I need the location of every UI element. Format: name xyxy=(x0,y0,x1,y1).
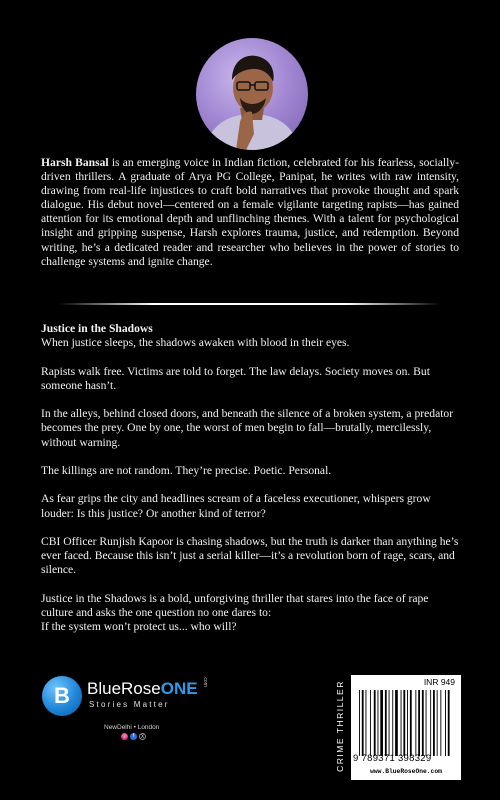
barcode-bar xyxy=(445,690,446,756)
barcode-bar xyxy=(359,690,360,756)
barcode-bar xyxy=(407,690,408,756)
barcode-bar xyxy=(437,690,438,756)
publisher-brand-main: BlueRose xyxy=(87,679,161,698)
barcode-panel xyxy=(351,675,461,780)
isbn-digits: 9 789371 398329 xyxy=(353,753,432,764)
publisher-cities: NewDelhi • London xyxy=(104,724,160,731)
blurb-paragraph-3: The killings are not random. They’re precise. Poetic. Personal. xyxy=(41,463,332,477)
barcode-bar xyxy=(374,690,376,756)
author-bio xyxy=(41,156,459,269)
barcode-bar xyxy=(418,690,420,756)
facebook-icon: f xyxy=(130,733,137,740)
publisher-tagline: Stories Matter xyxy=(89,700,170,709)
author-name: Harsh Bansal xyxy=(41,156,109,169)
blurb-paragraph-6: Justice in the Shadows is a bold, unforgiving thriller that stares into the face of rape culture and asks the one question no one dares to: xyxy=(41,591,429,619)
barcode-bar xyxy=(410,690,412,756)
barcode-bar xyxy=(448,690,450,756)
section-divider xyxy=(58,303,442,305)
barcode-bar xyxy=(401,690,402,756)
blurb-closing-question: If the system won’t protect us... who will? xyxy=(41,620,237,634)
barcode-bar xyxy=(392,690,393,756)
publisher-logo-icon: B xyxy=(42,676,82,716)
genre-label xyxy=(333,672,347,780)
blurb-paragraph-5: CBI Officer Runjish Kapoor is chasing shadows, but the truth is darker than anything he’s ever faced. Because this isn’t just a serial killer—it’s a revolution born of rage, scars, and silence. xyxy=(41,534,459,577)
barcode-bar xyxy=(366,690,367,756)
barcode-bar xyxy=(440,690,441,756)
publisher-brand-accent: ONE xyxy=(160,679,198,698)
barcode-bar xyxy=(433,690,435,756)
publisher-website: www.BlueRoseOne.com xyxy=(370,768,442,775)
barcode-bar xyxy=(426,690,427,756)
blurb-paragraph-1: Rapists walk free. Victims are told to forget. The law delays. Society moves on. But someone hasn’t. xyxy=(41,364,430,392)
x-icon: X xyxy=(140,734,145,740)
genre-text: CRIME THRILLER xyxy=(335,680,346,772)
instagram-icon: ◎ xyxy=(122,733,127,739)
barcode-bar xyxy=(389,690,390,756)
price-label: INR 949 xyxy=(423,677,455,687)
barcode-bar xyxy=(385,690,387,756)
barcode-bar xyxy=(378,690,379,756)
barcode-bar xyxy=(430,690,431,756)
publisher-brand xyxy=(87,679,198,699)
barcode-bar xyxy=(403,690,405,756)
publisher-logo xyxy=(42,676,212,756)
book-blurb xyxy=(41,322,461,634)
author-portrait-icon xyxy=(196,38,308,150)
blurb-paragraph-4: As fear grips the city and headlines scream of a faceless executioner, whispers grow louder: Is this justice? Or another kind of terror? xyxy=(41,492,431,520)
barcode-bar xyxy=(380,690,383,756)
blurb-paragraph-2: In the alleys, behind closed doors, and beneath the silence of a broken system, a predator becomes the prey. One by one, the worst of men begin to fall—brutally, mercilessly, without warning. xyxy=(41,407,454,449)
barcode-bar xyxy=(362,690,364,756)
blurb-tagline: When justice sleeps, the shadows awaken with blood in their eyes. xyxy=(41,336,350,350)
author-photo xyxy=(196,38,308,150)
author-bio-text: is an emerging voice in Indian fiction, celebrated for his fearless, socially-driven thrillers. A graduate of Arya PG College, Panipat, he writes with raw intensity, drawing from real-life injustices to craft bold narratives that provoke thought and spark dialogue. His debut novel—centered on a female vigilante targeting rapists—has gained attention for its emotional depth and unflinching themes. With a talent for psychological insight and gripping suspense, Harsh explores trauma, justice, and redemption. Beyond writing, he’s a dedicated reader and researcher who believes in the power of stories to challenge systems and ignite change. xyxy=(41,156,459,268)
barcode-bar xyxy=(422,690,424,756)
barcode-bar xyxy=(370,690,371,756)
publisher-brand-suffix: .com xyxy=(202,676,208,687)
barcode-bar xyxy=(415,690,416,756)
isbn-barcode xyxy=(359,690,455,756)
barcode-bar xyxy=(395,690,398,756)
publisher-social-icons xyxy=(121,733,146,740)
book-title: Justice in the Shadows xyxy=(41,322,153,335)
